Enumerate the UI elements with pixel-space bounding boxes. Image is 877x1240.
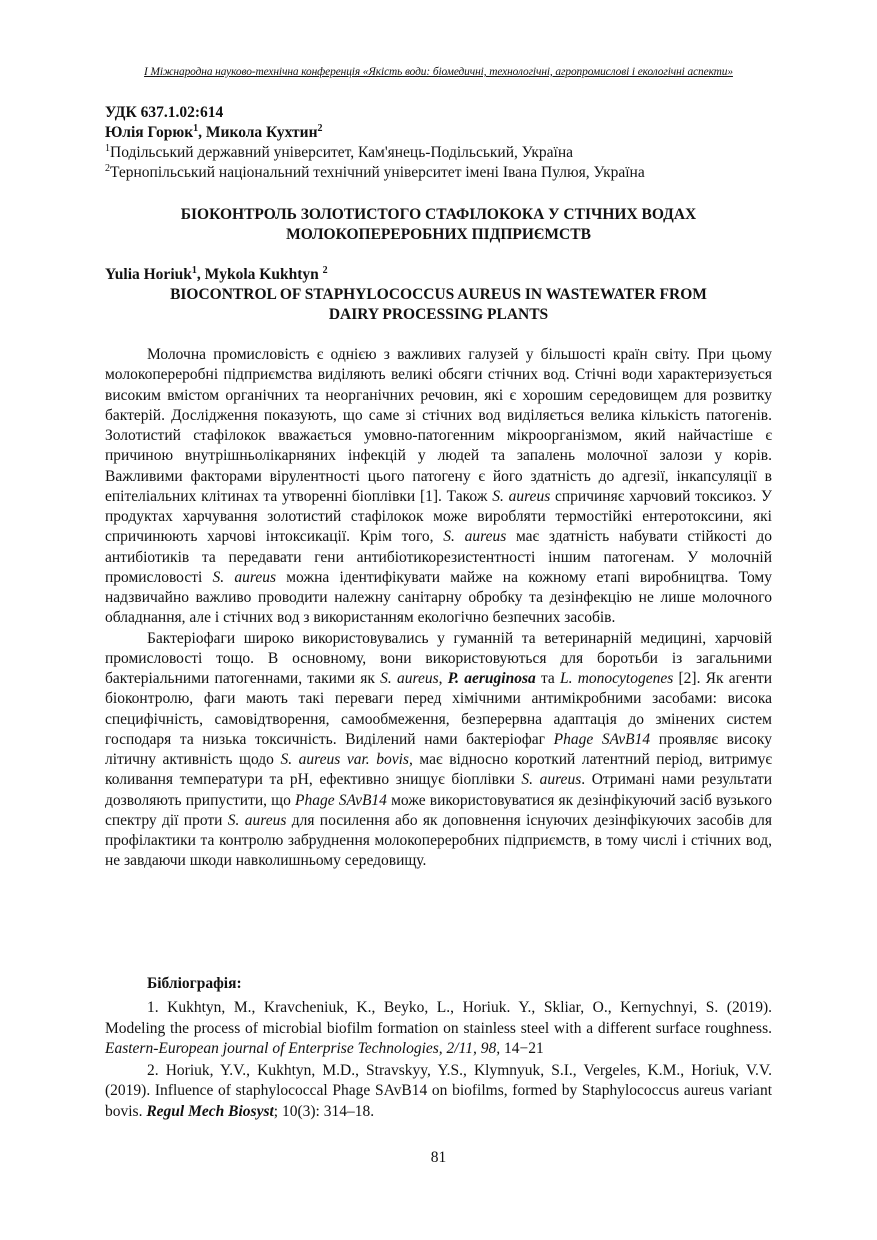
species-name: S. aureus bbox=[212, 568, 276, 586]
species-name: S. aureus var. bovis, bbox=[280, 751, 413, 768]
text-run: може використовуватися як дезінфікуючий засіб вузького спектру дії проти bbox=[105, 791, 773, 829]
affiliation-text: Тернопільський національний технічний університет імені Івана Пулюя, Україна bbox=[110, 164, 645, 181]
running-header: І Міжнародна науково-технічна конференція «Якість води: біомедичні, технологічні, агропромислові і екологічні аспекти» bbox=[144, 66, 733, 78]
abstract-body bbox=[105, 345, 772, 872]
text-run: спричиняє харчовий токсикоз. У продуктах харчування золотистий стафілокок може виробляти термостійкі ентеротоксини, які спричинюють харчові інтоксикації. Крім того, bbox=[105, 487, 773, 546]
reference-text: 2. Horiuk, Y.V., Kukhtyn, M.D., Stravskyy, Y.S., Klymnyuk, S.I., Vergeles, K.M., Horiuk, V.V. (2019). Influence of staphylococcal Phage SAvB14 on biofilms, formed by Staphylococcus aureus variant bovis. bbox=[105, 1062, 772, 1120]
affiliation-mark: 2 bbox=[317, 122, 323, 134]
authors-ukrainian bbox=[105, 124, 323, 142]
text-run: має відносно короткий латентний період, витримує коливання температури та pH, ефективно знищує біоплівки bbox=[105, 751, 773, 789]
reference-text: 1. Kukhtyn, M., Kravcheniuk, K., Beyko, L., Horiuk. Y., Skliar, O., Kernychnyi, S. (2019). Modeling the process of microbial biofilm formation on stainless steel with a different surface roughness. bbox=[105, 999, 772, 1037]
reference-text: ; 10(3): 314–18. bbox=[273, 1102, 375, 1120]
page-number: 81 bbox=[430, 1149, 447, 1166]
body-paragraph-2 bbox=[105, 629, 772, 872]
title-line: МОЛОКОПЕРЕРОБНИХ ПІДПРИЄМСТВ bbox=[286, 226, 591, 243]
affiliation-mark: 1 bbox=[105, 142, 110, 154]
species-name: L. monocytogenes bbox=[560, 670, 674, 687]
species-name: S. aureus bbox=[521, 771, 582, 789]
species-name: S. aureus bbox=[492, 487, 551, 505]
journal-name: Eastern-European journal of Enterprise Technologies, 2/11, 98, bbox=[105, 1039, 501, 1057]
text-run: Молочна промисловість є однією з важливих галузей у більшості країн світу. При цьому молокопереробні підприємства виділяють великі обсяги стічних вод. Стічні води характеризується високим вмістом органічних та неорганічних речовин, які є хорошим середовищем для розвитку бактерій. Дослідження показують, що саме зі стічних вод виділяється велика кількість патогенів. Золотистий стафілокок вважається умовно-патогенним мікроорганізмом, який найчастіше є причиною внутрішньолікарняних інфекцій у людей та запалень молочної залози у корів. Важливими факторами вірулентності цього патогену є його здатність до адгезії, інкапсуляції в епітеліальних клітинах та утворенні біоплівки [1]. Також bbox=[105, 346, 772, 505]
species-name: S. aureus bbox=[443, 528, 507, 546]
authors-english bbox=[105, 266, 328, 284]
author-name: Микола Кухтин bbox=[205, 124, 318, 141]
text-run: [2]. Як агенти біоконтролю, фаги мають такі переваги перед хімічними антимікробними засобами: висока специфічність, самовідтворення, самообмеження, безперервна адаптація до змінених систем господаря та низька токсичність. Виділений нами бактеріофаг bbox=[105, 670, 773, 748]
title-ukrainian bbox=[105, 205, 772, 245]
bibliography bbox=[105, 974, 772, 1124]
text-run: Бактеріофаги широко використовувались у гуманній та ветеринарній медицині, харчовій промисловості тощо. В основному, вони використовуються для боротьби із загальними бактеріальними патогеннами, такими як bbox=[105, 629, 772, 687]
affiliation-mark: 2 bbox=[105, 162, 110, 174]
title-line: BIOCONTROL OF STAPHYLOCOCCUS AUREUS IN WASTEWATER FROM bbox=[170, 286, 707, 303]
bibliography-heading: Бібліографія: bbox=[147, 975, 242, 992]
text-run: має здатність набувати стійкості до антибіотиків та передавати гени антибіотикорезистентності іншим патогенам. У молочній промисловості bbox=[105, 528, 772, 586]
author-separator: , bbox=[196, 266, 205, 283]
title-line: БІОКОНТРОЛЬ ЗОЛОТИСТОГО СТАФІЛОКОКА У СТІЧНИХ ВОДАХ bbox=[180, 206, 697, 223]
affiliation-mark: 1 bbox=[193, 122, 199, 134]
text-run: та bbox=[535, 670, 561, 687]
text-run: для посилення або як доповнення існуючих дезінфікуючих засобів для профілактики та контролю забруднення молокопереробних підприємств, в тому числі і стічних вод, не завдаючи шкоди навколишньому середовищу. bbox=[105, 811, 772, 870]
reference-1 bbox=[105, 998, 772, 1059]
species-name: P. aeruginosa bbox=[447, 670, 536, 687]
journal-name: Regul Mech Biosyst bbox=[146, 1102, 274, 1120]
author-separator: , bbox=[198, 124, 206, 141]
text-run: можна ідентифікувати майже на кожному етапі виробництва. Тому надзвичайно важливо проводити належну санітарну обробку та дезінфекцію не лише молочного обладнання, але і стічних вод з використанням екологічно безпечних засобів. bbox=[105, 568, 772, 627]
affiliation-2 bbox=[105, 164, 645, 182]
author-name: Mykola Kukhtyn bbox=[204, 266, 323, 283]
title-line: DAIRY PROCESSING PLANTS bbox=[328, 306, 549, 323]
phage-name: Phage SAvB14 bbox=[294, 791, 387, 809]
text-run: , bbox=[438, 670, 448, 687]
reference-2 bbox=[105, 1061, 772, 1122]
affiliation-mark: 2 bbox=[322, 264, 328, 276]
phage-name: Phage SAvB14 bbox=[553, 730, 651, 748]
species-name: S. aureus bbox=[380, 670, 439, 687]
title-english bbox=[105, 285, 772, 325]
affiliation-text: Подільський державний університет, Кам'янець-Подільський, Україна bbox=[110, 144, 574, 161]
affiliation-1 bbox=[105, 144, 573, 162]
affiliation-mark: 1 bbox=[191, 264, 197, 276]
text-run: . Отримані нами результати дозволяють припустити, що bbox=[105, 771, 772, 809]
author-name: Yulia Horiuk bbox=[105, 266, 192, 283]
species-name: S. aureus bbox=[227, 811, 287, 829]
udk-code: УДК 637.1.02:614 bbox=[105, 104, 224, 121]
body-paragraph-1 bbox=[105, 345, 772, 629]
reference-text: 14−21 bbox=[500, 1039, 544, 1057]
text-run: проявляє високу літичну активність щодо bbox=[105, 730, 772, 768]
author-name: Юлія Горюк bbox=[105, 124, 194, 141]
